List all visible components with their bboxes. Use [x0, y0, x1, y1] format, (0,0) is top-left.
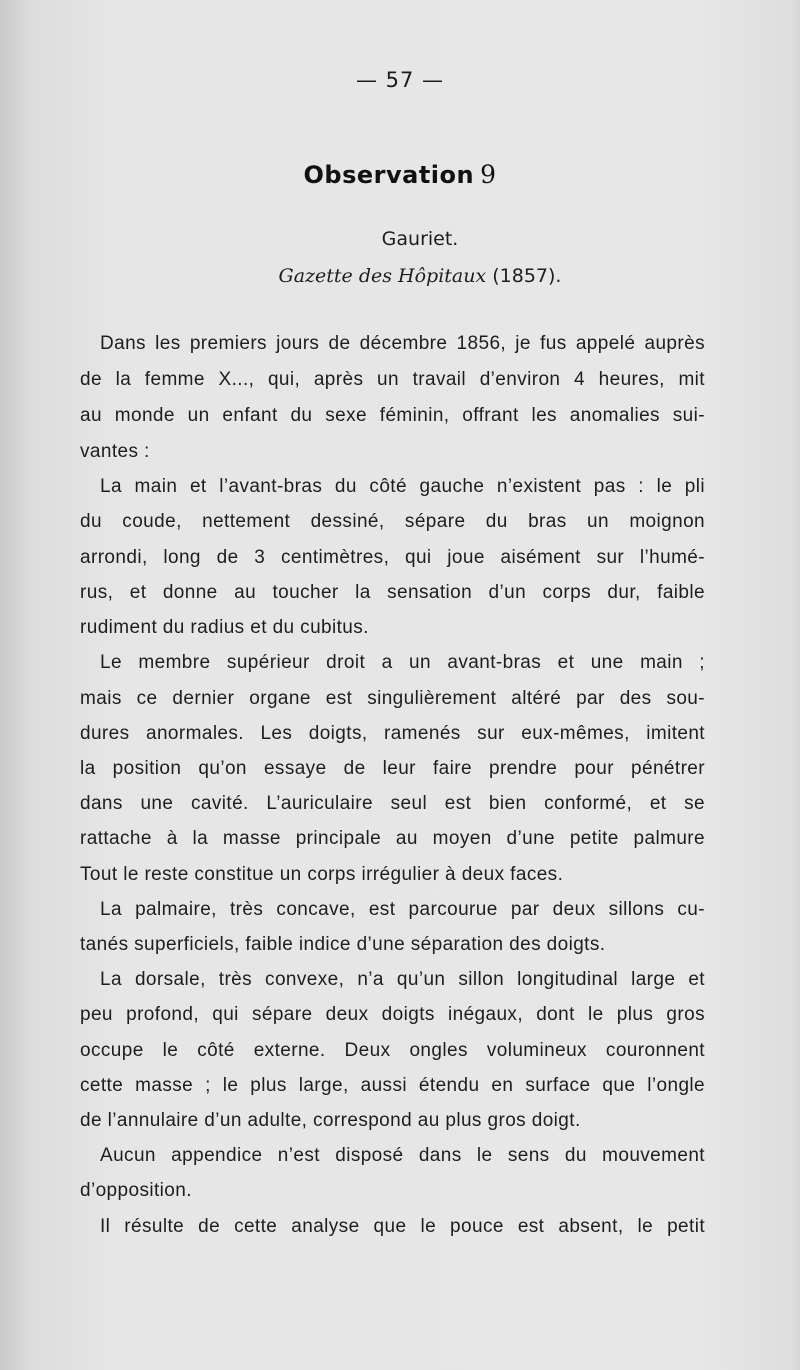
author-name: Gauriet. [381, 228, 459, 250]
text-line: tanés superficiels, faible indice d’une séparation des doigts. [80, 934, 606, 955]
publication-year: (1857). [492, 265, 562, 287]
text-line: rattache à la masse principale au moyen d’une petite palmure [80, 828, 705, 849]
text-line: dans une cavité. L’auriculaire seul est bien conformé, et se [80, 793, 705, 814]
text-line: Tout le reste constitue un corps irrégulier à deux faces. [80, 864, 564, 885]
text-line: du coude, nettement dessiné, sépare du bras un moignon [80, 511, 705, 532]
text-line: La palmaire, très concave, est parcourue par deux sillons cu- [100, 899, 705, 920]
text-line: mais ce dernier organe est singulièrement altéré par des sou- [80, 688, 705, 709]
text-line: au monde un enfant du sexe féminin, offrant les anomalies sui- [80, 405, 705, 426]
text-line: arrondi, long de 3 centimètres, qui joue aisément sur l’humé- [80, 547, 705, 568]
text-line: Aucun appendice n’est disposé dans le sens du mouvement [100, 1145, 705, 1166]
text-line: de l’annulaire d’un adulte, correspond au plus gros doigt. [80, 1110, 581, 1131]
text-line: la position qu’on essaye de leur faire prendre pour pénétrer [80, 758, 705, 779]
text-line: Dans les premiers jours de décembre 1856, je fus appelé auprès [100, 333, 705, 354]
text-line: Le membre supérieur droit a un avant-bras et une main ; [100, 652, 705, 673]
text-line: La dorsale, très convexe, n’a qu’un sillon longitudinal large et [100, 969, 705, 990]
text-line: occupe le côté externe. Deux ongles volumineux couronnent [80, 1040, 705, 1061]
text-line: d’opposition. [80, 1180, 192, 1201]
source-citation [0, 265, 800, 287]
text-line: cette masse ; le plus large, aussi étendu en surface que l’ongle [80, 1075, 705, 1096]
text-line: peu profond, qui sépare deux doigts inégaux, dont le plus gros [80, 1004, 705, 1025]
text-line: rudiment du radius et du cubitus. [80, 617, 369, 638]
text-line: Il résulte de cette analyse que le pouce est absent, le petit [100, 1216, 705, 1237]
text-line: dures anormales. Les doigts, ramenés sur eux-mêmes, imitent [80, 723, 705, 744]
observation-number: 9 [480, 160, 497, 189]
text-line: rus, et donne au toucher la sensation d’un corps dur, faible [80, 582, 705, 603]
page-number: — 57 — [355, 68, 445, 92]
observation-title: Observation [303, 161, 475, 189]
text-line: de la femme X..., qui, après un travail d’environ 4 heures, mit [80, 369, 705, 390]
text-line: vantes : [80, 441, 150, 462]
observation-heading [0, 160, 800, 189]
journal-title: Gazette des Hôpitaux [278, 265, 487, 287]
text-line: La main et l’avant-bras du côté gauche n’existent pas : le pli [100, 476, 705, 497]
